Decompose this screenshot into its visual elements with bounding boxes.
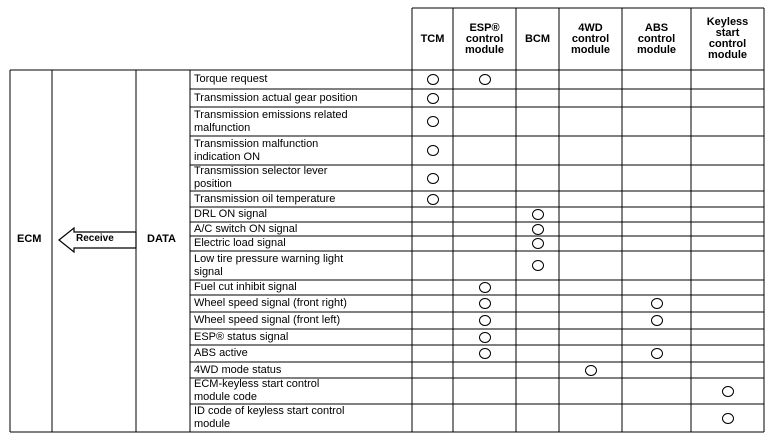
circle-mark-icon — [722, 413, 734, 424]
circle-mark-icon — [651, 348, 663, 359]
signal-name: ID code of keyless start control module — [194, 405, 345, 430]
signal-name: Torque request — [194, 73, 268, 85]
signal-name: DRL ON signal — [194, 208, 267, 220]
signal-name: Electric load signal — [194, 237, 286, 249]
circle-mark-icon — [585, 365, 597, 376]
column-header: 4WD control module — [570, 21, 611, 56]
signal-name: ABS active — [194, 347, 248, 359]
circle-mark-icon — [532, 260, 544, 271]
circle-mark-icon — [532, 224, 544, 235]
column-header: Keyless start control module — [706, 16, 749, 61]
circle-mark-icon — [427, 173, 439, 184]
column-header: ABS control module — [636, 21, 677, 56]
signal-name: Transmission malfunction indication ON — [194, 137, 319, 163]
signal-name: 4WD mode status — [194, 363, 282, 376]
circle-mark-icon — [427, 194, 439, 205]
column-header: BCM — [524, 32, 551, 45]
signal-name: Low tire pressure warning light signal — [194, 252, 344, 278]
signal-name: ESP® status signal — [194, 330, 289, 343]
data-type-label: DATA — [147, 233, 176, 245]
circle-mark-icon — [427, 145, 439, 156]
signal-name: ECM-keyless start control module code — [194, 378, 320, 403]
signal-name: Transmission selector lever position — [194, 165, 328, 190]
signal-name: Fuel cut inhibit signal — [194, 281, 297, 293]
receive-label: Receive — [76, 233, 114, 244]
circle-mark-icon — [479, 298, 491, 309]
circle-mark-icon — [479, 348, 491, 359]
circle-mark-icon — [427, 93, 439, 104]
circle-mark-icon — [427, 116, 439, 127]
signal-name: Wheel speed signal (front left) — [194, 314, 341, 326]
signal-name: Transmission oil temperature — [194, 192, 336, 205]
signal-name: Wheel speed signal (front right) — [194, 297, 347, 309]
column-header: TCM — [420, 32, 445, 45]
circle-mark-icon — [479, 74, 491, 85]
circle-mark-icon — [427, 74, 439, 85]
circle-mark-icon — [479, 282, 491, 293]
signal-name: A/C switch ON signal — [194, 222, 298, 235]
circle-mark-icon — [722, 386, 734, 397]
circle-mark-icon — [651, 298, 663, 309]
source-module-label: ECM — [17, 233, 42, 245]
circle-mark-icon — [532, 238, 544, 249]
column-header: ESP® control module — [464, 21, 505, 56]
circle-mark-icon — [651, 315, 663, 326]
signal-name: Transmission actual gear position — [194, 91, 358, 104]
signal-name: Transmission emissions related malfunction — [194, 108, 348, 134]
circle-mark-icon — [532, 209, 544, 220]
circle-mark-icon — [479, 315, 491, 326]
circle-mark-icon — [479, 332, 491, 343]
